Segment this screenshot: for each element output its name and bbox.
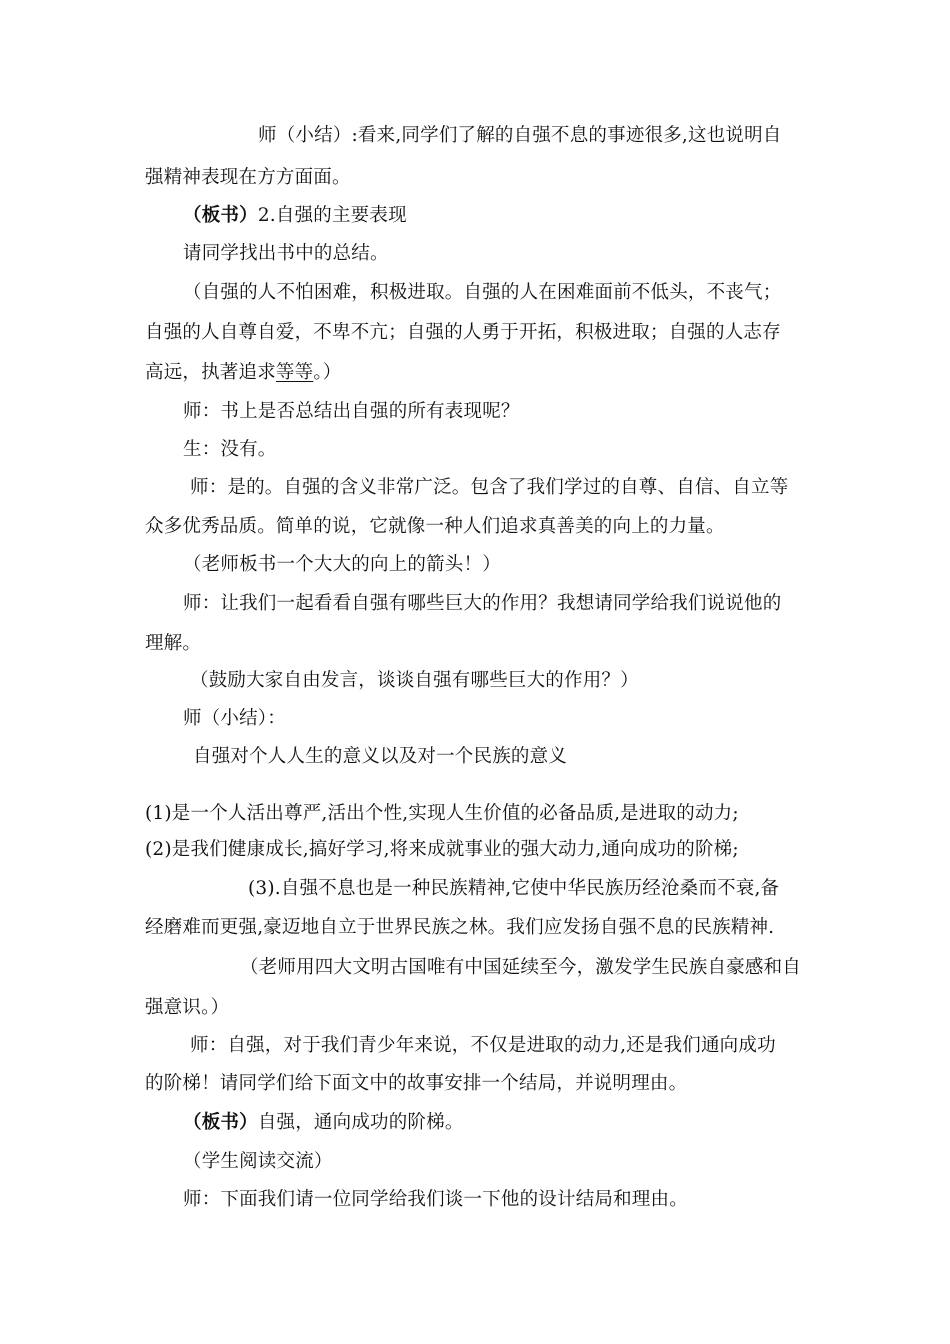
final-teacher-line: 师：下面我们请一位同学给我们谈一下他的设计结局和理由。: [183, 1189, 688, 1210]
meaning-item-3-line-2: 经磨难而更强,豪迈地自立于世界民族之林。我们应发扬自强不息的民族精神.: [145, 917, 775, 938]
summary-line-1: 师（小结）:看来,同学们了解的自强不息的事迹很多,这也说明自: [258, 125, 782, 146]
teacher-conclusion-line-1: 师：自强，对于我们青少年来说，不仅是进取的动力,还是我们通向成功: [190, 1035, 776, 1056]
board-note-1: [183, 204, 407, 228]
book-summary-line-2: 自强的人自尊自爱，不卑不亢；自强的人勇于开拓，积极进取；自强的人志存: [145, 322, 781, 343]
instruction-line: 请同学找出书中的总结。: [183, 243, 389, 264]
reading-note: （学生阅读交流）: [183, 1151, 333, 1172]
book-summary-text: 高远，执著追求: [145, 362, 276, 383]
civilization-note-line-2: 强意识。）: [145, 997, 230, 1018]
board-note-2: [183, 1111, 464, 1135]
teacher-explanation-line-2: 众多优秀品质。简单的说，它就像一种人们追求真善美的向上的力量。: [145, 516, 725, 537]
meaning-heading: 自强对个人人生的意义以及对一个民族的意义: [193, 746, 568, 767]
teacher-question: 师：书上是否总结出自强的所有表现呢？: [183, 401, 520, 422]
underlined-text: 等等: [275, 362, 314, 383]
board-label: （板书）: [183, 1112, 258, 1133]
discussion-note: （鼓励大家自由发言，谈谈自强有哪些巨大的作用？）: [190, 670, 639, 691]
book-summary-line-1: （自强的人不怕困难，积极进取。自强的人在困难面前不低头，不丧气；: [183, 282, 782, 303]
teacher-prompt-line-2: 理解。: [145, 633, 202, 654]
teacher-prompt-line-1: 师：让我们一起看看自强有哪些巨大的作用？我想请同学给我们说说他的: [183, 593, 782, 614]
summary-line-2: 强精神表现在方方面面。: [145, 167, 351, 188]
board-text: 2.自强的主要表现: [257, 205, 407, 226]
teacher-summary-heading: 师（小结）：: [183, 708, 286, 729]
civilization-note-line-1: （老师用四大文明古国唯有中国延续至今，激发学生民族自豪感和自: [240, 957, 802, 978]
meaning-item-1: (1)是一个人活出尊严,活出个性,实现人生价值的必备品质,是进取的动力;: [145, 803, 739, 824]
teacher-conclusion-line-2: 的阶梯！请同学们给下面文中的故事安排一个结局，并说明理由。: [145, 1073, 688, 1094]
board-label: （板书）: [183, 205, 258, 226]
student-answer: 生：没有。: [183, 439, 277, 460]
book-summary-end: 。）: [313, 362, 342, 383]
book-summary-line-3: [145, 361, 341, 385]
board-arrow-note: （老师板书一个大大的向上的箭头！）: [183, 554, 501, 575]
meaning-item-3-line-1: (3).自强不息也是一种民族精神,它使中华民族历经沧桑而不衰,备: [248, 878, 780, 899]
board-text: 自强，通向成功的阶梯。: [257, 1112, 464, 1133]
teacher-explanation-line-1: 师：是的。自强的含义非常广泛。包含了我们学过的自尊、自信、自立等: [190, 477, 789, 498]
meaning-item-2: (2)是我们健康成长,搞好学习,将来成就事业的强大动力,通向成功的阶梯;: [145, 839, 739, 860]
